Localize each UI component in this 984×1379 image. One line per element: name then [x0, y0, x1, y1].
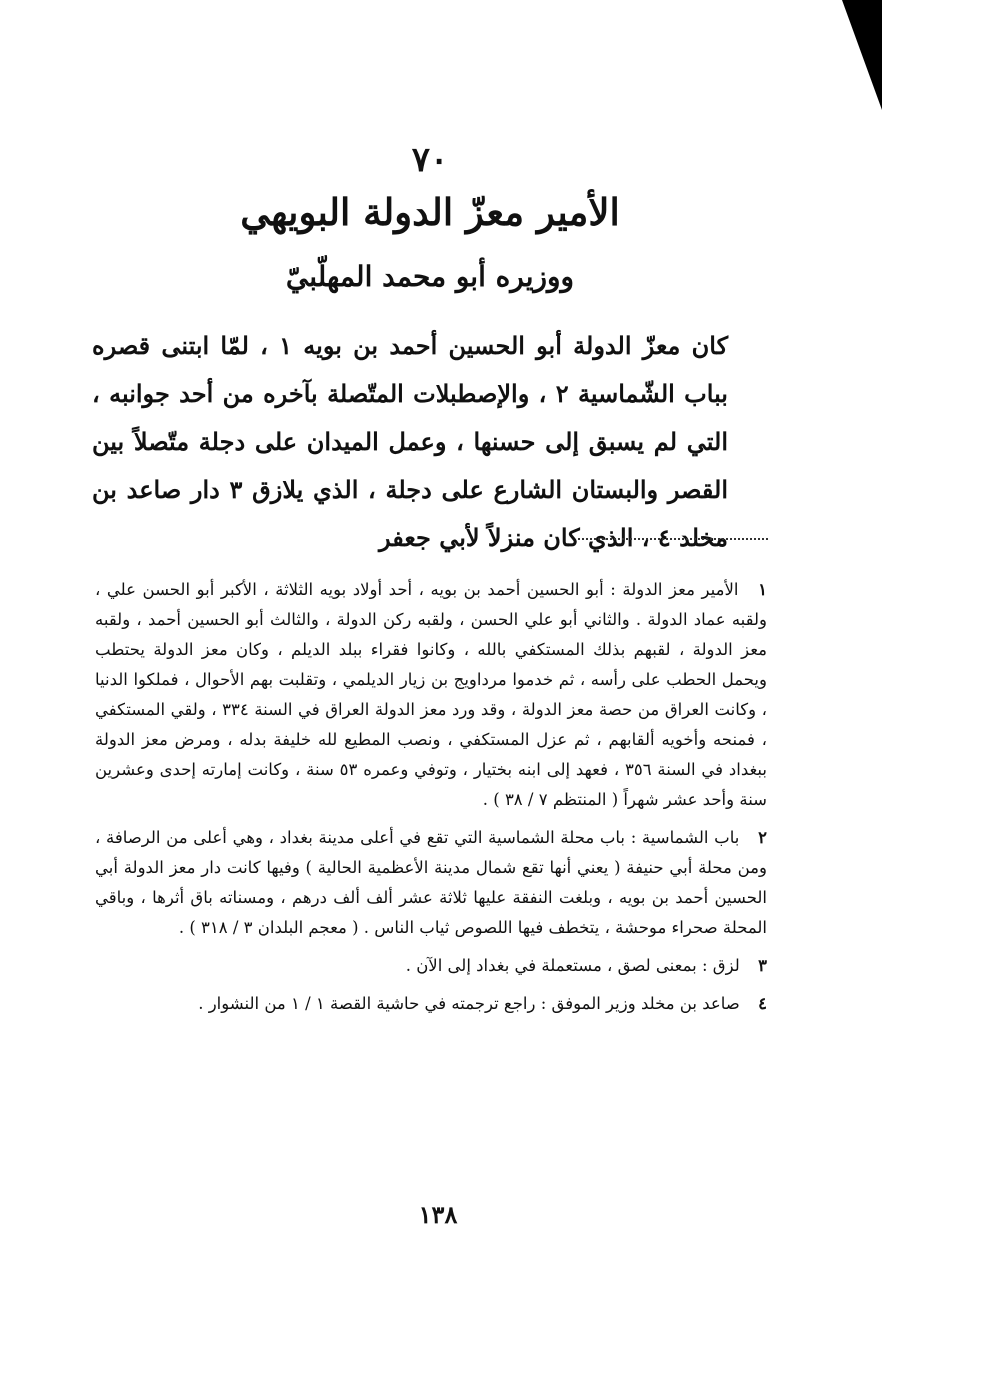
footnote-text: الأمير معز الدولة : أبو الحسين أحمد بن بويه ، أحد أولاد بويه الثلاثة ، الأكبر أبو الحسن علي ، ولقبه عماد الدولة . والثاني أبو علي الحسن ، ولقبه ركن الدولة ، والثالث أبو الحسين أحمد ، ولقبه معز الدولة ، لقبهم بذلك المستكفي بالله ، وكانوا فقراء ببلد الديلم ، وكان معز الدولة يحتطب ويحمل الحطب على رأسه ، ثم خدموا مرداويج بن زيار الديلمي ، وتقلبت بهم الأحوال ، فملكوا الدنيا ، وكانت العراق من حصة معز الدولة ، وقد ورد معز الدولة العراق في السنة ٣٣٤ ، ولقي المستكفي ، فمنحه وأخويه ألقابهم ، ثم عزل المستكفي ، ونصب المطيع لله خليفة بدله ، ومرض معز الدولة ببغداد في السنة ٣٥٦ ، فعهد إلى ابنه بختيار ، وتوفي وعمره ٥٣ سنة ، وكانت إمارته إحدى وعشرين سنة وأحد عشر شهراً ( المنتظم ٧ / ٣٨ ) .	[95, 580, 768, 809]
footnotes	[95, 575, 767, 1027]
footnote-text: باب الشماسية : باب محلة الشماسية التي تقع في أعلى مدينة بغداد ، وهي أعلى من الرصافة ، ومن محلة أبي حنيفة ( يعني أنها تقع شمال مدينة الأعظمية الحالية ) وفيها كانت دار معز الدولة أبي الحسين أحمد بن بويه ، وبلغت النفقة عليها ثلاثة عشر ألف ألف درهم ، ومسناته باق أثرها ، وباقي المحلة صحراء موحشة ، يتخطف فيها اللصوص ثياب الناس . ( معجم البلدان ٣ / ٣١٨ ) .	[95, 828, 767, 937]
page-number: ١٣٨	[418, 1200, 458, 1229]
footnote-1	[95, 575, 767, 815]
footnote-number: ٢	[758, 828, 767, 847]
footnote-number: ١	[758, 580, 767, 599]
main-paragraph: كان معزّ الدولة أبو الحسين أحمد بن بويه ١ ، لمّا ابتنى قصره بباب الشّماسية ٢ ، والإصطبلات المتّصلة بآخره من أحد جوانبه ، التي لم يسبق إلى حسنها ، وعمل الميدان على دجلة متّصلاً بين القصر والبستان الشارع على دجلة ، الذي يلازق ٣ دار صاعد بن مخلد ٤ ، الذي كان منزلاً لأبي جعفر	[92, 331, 729, 552]
corner-triangle-mark	[842, 0, 882, 110]
story-title: الأمير معزّ الدولة البويهي	[240, 190, 620, 234]
footnote-separator	[578, 538, 768, 540]
footnote-3	[95, 951, 767, 981]
footnote-2	[95, 823, 767, 943]
footnote-4	[95, 989, 767, 1019]
footnote-text: صاعد بن مخلد وزير الموفق : راجع ترجمته في حاشية القصة ١ / ١ من النشوار .	[198, 994, 740, 1013]
footnote-number: ٤	[758, 994, 767, 1013]
story-subtitle: ووزيره أبو محمد المهلّبيّ	[285, 260, 575, 293]
footnote-number: ٣	[758, 956, 767, 975]
story-number: ٧٠	[411, 140, 449, 180]
footnote-text: لزق : بمعنى لصق ، مستعملة في بغداد إلى الآن .	[405, 956, 740, 975]
